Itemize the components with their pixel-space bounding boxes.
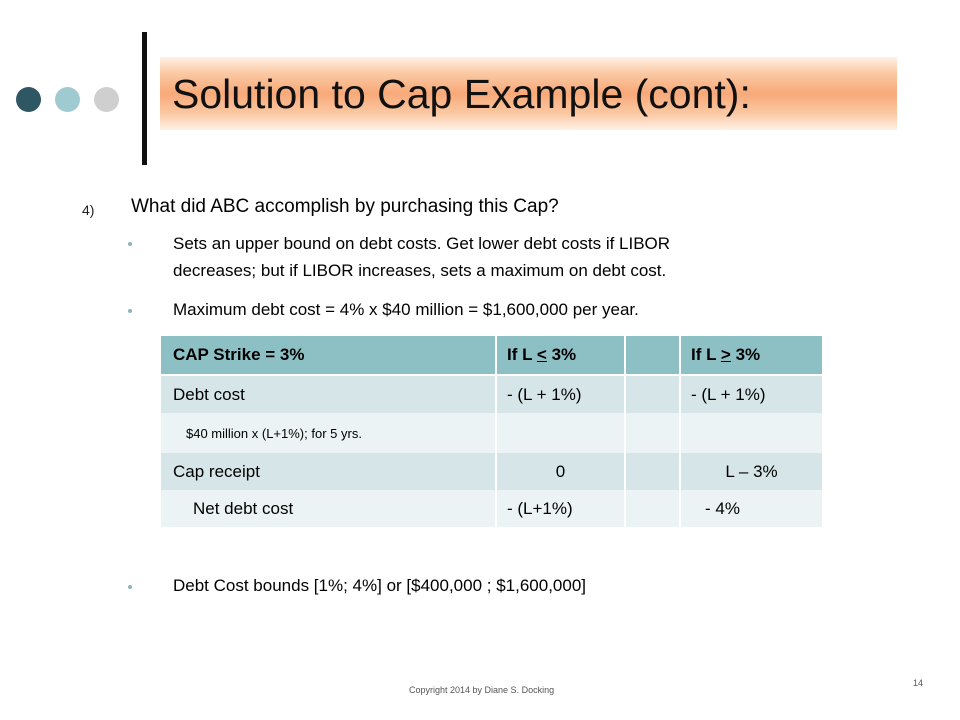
row-label-cap-receipt: Cap receipt	[160, 453, 496, 490]
title-divider	[142, 32, 147, 165]
decor-dot-dark	[16, 87, 41, 112]
cap-receipt-low: 0	[496, 453, 625, 490]
bullet-text-bounds: Debt Cost bounds [1%; 4%] or [$400,000 ; $1,600,000]	[173, 576, 587, 595]
page-number: 14	[913, 678, 924, 688]
header-strike: CAP Strike = 3%	[160, 336, 496, 375]
question-text: What did ABC accomplish by purchasing this Cap?	[131, 196, 559, 217]
net-debt-cost-low: - (L+1%)	[496, 490, 625, 527]
debt-cost-low: - (L + 1%)	[496, 375, 625, 413]
debt-cost-high: - (L + 1%)	[680, 375, 823, 413]
header-if-low: If L < 3%	[496, 336, 625, 375]
table-row	[160, 453, 823, 490]
bullet-text-1-cont: decreases; but if LIBOR increases, sets a maximum on debt cost.	[173, 261, 667, 280]
table-row	[160, 413, 823, 453]
bullet-dot	[128, 242, 132, 246]
table-header-row	[160, 336, 823, 375]
bullet-text-2: Maximum debt cost = 4% x $40 million = $1,600,000 per year.	[173, 300, 639, 319]
cap-table	[159, 336, 824, 527]
decor-dot-light	[94, 87, 119, 112]
copyright-footer: Copyright 2014 by Diane S. Docking	[409, 685, 555, 695]
header-spacer	[625, 336, 680, 375]
row-label-net-debt-cost: Net debt cost	[160, 490, 496, 527]
bullet-dot	[128, 585, 132, 589]
question-number: 4)	[82, 202, 95, 218]
header-if-high: If L > 3%	[680, 336, 823, 375]
net-debt-cost-high: - 4%	[680, 490, 823, 527]
row-note: $40 million x (L+1%); for 5 yrs.	[160, 413, 496, 453]
table-row	[160, 375, 823, 413]
bullet-dot	[128, 309, 132, 313]
row-label-debt-cost: Debt cost	[160, 375, 496, 413]
cap-receipt-high: L – 3%	[680, 453, 823, 490]
decor-dot-mid	[55, 87, 80, 112]
slide-title: Solution to Cap Example (cont):	[172, 71, 751, 117]
bullet-text-1: Sets an upper bound on debt costs. Get lower debt costs if LIBOR	[173, 234, 671, 253]
table-row	[160, 490, 823, 527]
